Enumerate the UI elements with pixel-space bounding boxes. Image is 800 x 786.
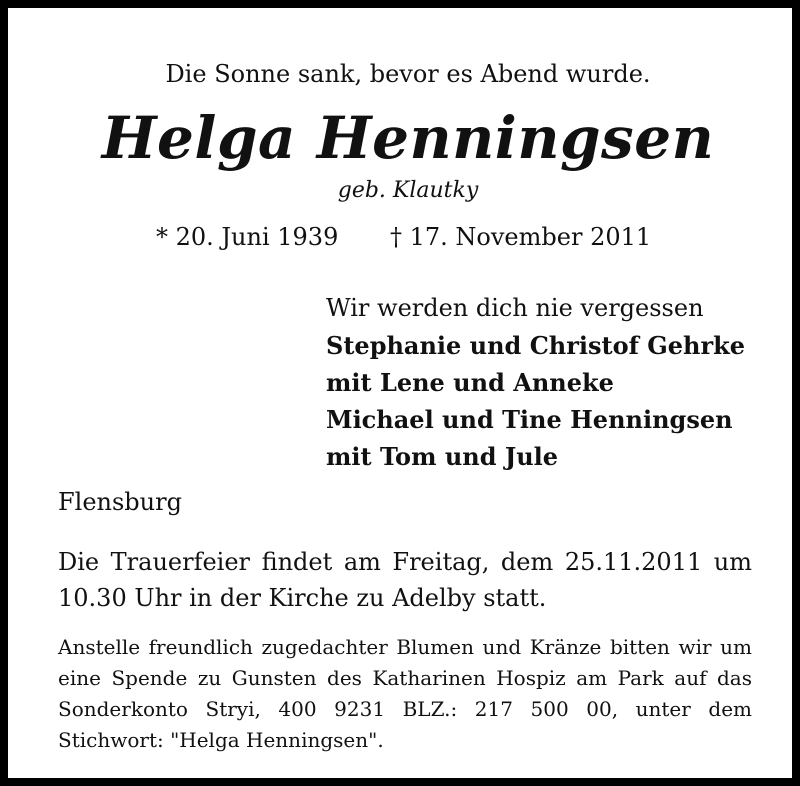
birth-date: * 20. Juni 1939 xyxy=(156,223,339,251)
mourners-block xyxy=(326,290,745,475)
motto-line: Die Sonne sank, bevor es Abend wurde. xyxy=(165,60,651,88)
maiden-name: geb. Klautky xyxy=(337,178,479,203)
deceased-name: Helga Henningsen xyxy=(101,104,715,172)
mourners-intro: Wir werden dich nie vergessen xyxy=(326,294,704,322)
mourner-line: mit Lene und Anneke xyxy=(326,368,614,397)
mourner-line: Michael und Tine Henningsen xyxy=(326,405,733,434)
city-name: Flensburg xyxy=(58,488,182,516)
donation-info: Anstelle freundlich zugedachter Blumen und Kränze bitten wir um eine Spende zu Gunsten des Katharinen Hospiz am Park auf das Sonderkonto Stryi, 400 9231 BLZ.: 217 500 00, unter dem Stichwort: "Helga Henningsen". xyxy=(58,635,752,752)
death-date: † 17. November 2011 xyxy=(390,223,652,251)
mourner-line: mit Tom und Jule xyxy=(326,442,559,471)
funeral-info: Die Trauerfeier findet am Freitag, dem 25.11.2011 um 10.30 Uhr in der Kirche zu Adelby statt. xyxy=(58,548,752,612)
mourner-line: Stephanie und Christof Gehrke xyxy=(326,331,746,360)
